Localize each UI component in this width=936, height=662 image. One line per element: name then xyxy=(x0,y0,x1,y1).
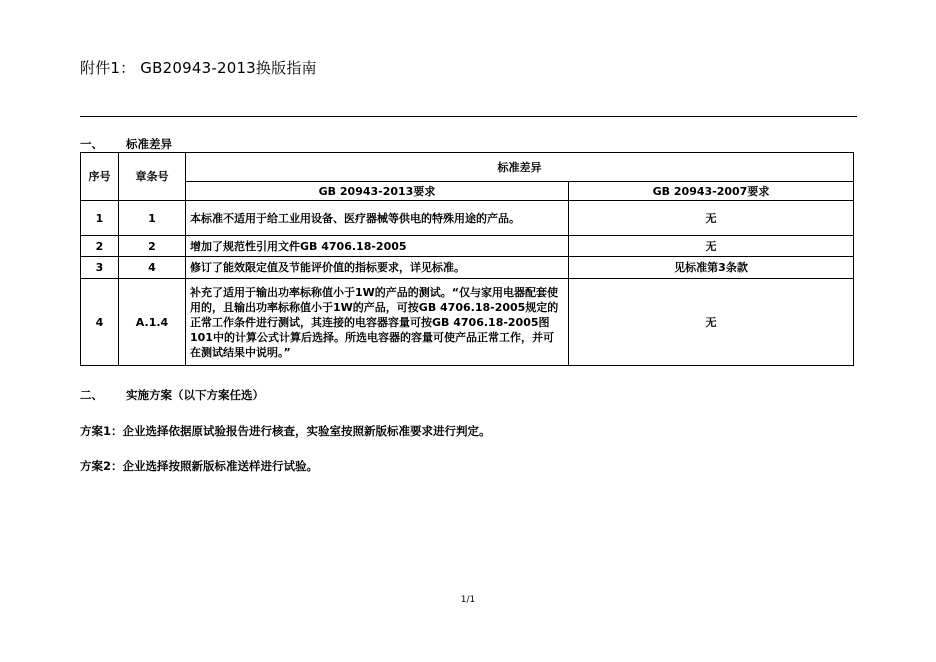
section-1-number: 一、 xyxy=(80,137,103,151)
row-seq: 3 xyxy=(81,257,119,279)
row-seq: 1 xyxy=(81,201,119,236)
row-old-req: 无 xyxy=(569,236,854,257)
table-row xyxy=(81,201,854,236)
row-new-req: 修订了能效限定值及节能评价值的指标要求，详见标准。 xyxy=(186,257,569,279)
document-title: 附件1： GB20943-2013换版指南 xyxy=(80,59,317,77)
table-row xyxy=(81,257,854,279)
row-clause: A.1.4 xyxy=(119,279,186,366)
row-new-req: 本标准不适用于给工业用设备、医疗器械等供电的特殊用途的产品。 xyxy=(186,201,569,236)
standard-diff-table xyxy=(80,152,854,366)
page-number: 1/1 xyxy=(460,595,476,605)
row-old-req: 无 xyxy=(569,201,854,236)
header-diff: 标准差异 xyxy=(186,153,854,182)
section-1-heading xyxy=(80,136,172,152)
row-seq: 2 xyxy=(81,236,119,257)
row-new-req: 增加了规范性引用文件GB 4706.18-2005 xyxy=(186,236,569,257)
row-clause: 2 xyxy=(119,236,186,257)
row-new-req: 补充了适用于输出功率标称值小于1W的产品的测试。“仅与家用电器配套使用的，且输出功率标称值小于1W的产品，可按GB 4706.18-2005规定的正常工作条件进行测试，其连接的电容器容量可按GB 4706.18-2005图101中的计算公式计算后选择。所选电容器的容量可使产品正常工作，并可在测试结果中说明。” xyxy=(186,279,569,366)
row-seq: 4 xyxy=(81,279,119,366)
header-old-req: GB 20943-2007要求 xyxy=(569,182,854,201)
section-1-title: 标准差异 xyxy=(126,137,172,151)
row-old-req: 见标准第3条款 xyxy=(569,257,854,279)
plan-2: 方案2：企业选择按照新版标准送样进行试验。 xyxy=(80,459,318,473)
section-2-heading xyxy=(80,387,264,403)
section-2-title: 实施方案（以下方案任选） xyxy=(126,388,264,402)
row-old-req: 无 xyxy=(569,279,854,366)
row-clause: 4 xyxy=(119,257,186,279)
table-row xyxy=(81,236,854,257)
section-2-number: 二、 xyxy=(80,388,103,402)
plan-1: 方案1：企业选择依据原试验报告进行核查，实验室按照新版标准要求进行判定。 xyxy=(80,424,491,438)
row-clause: 1 xyxy=(119,201,186,236)
table-row xyxy=(81,279,854,366)
title-divider xyxy=(80,116,857,117)
header-clause: 章条号 xyxy=(119,153,186,201)
header-seq: 序号 xyxy=(81,153,119,201)
header-new-req: GB 20943-2013要求 xyxy=(186,182,569,201)
